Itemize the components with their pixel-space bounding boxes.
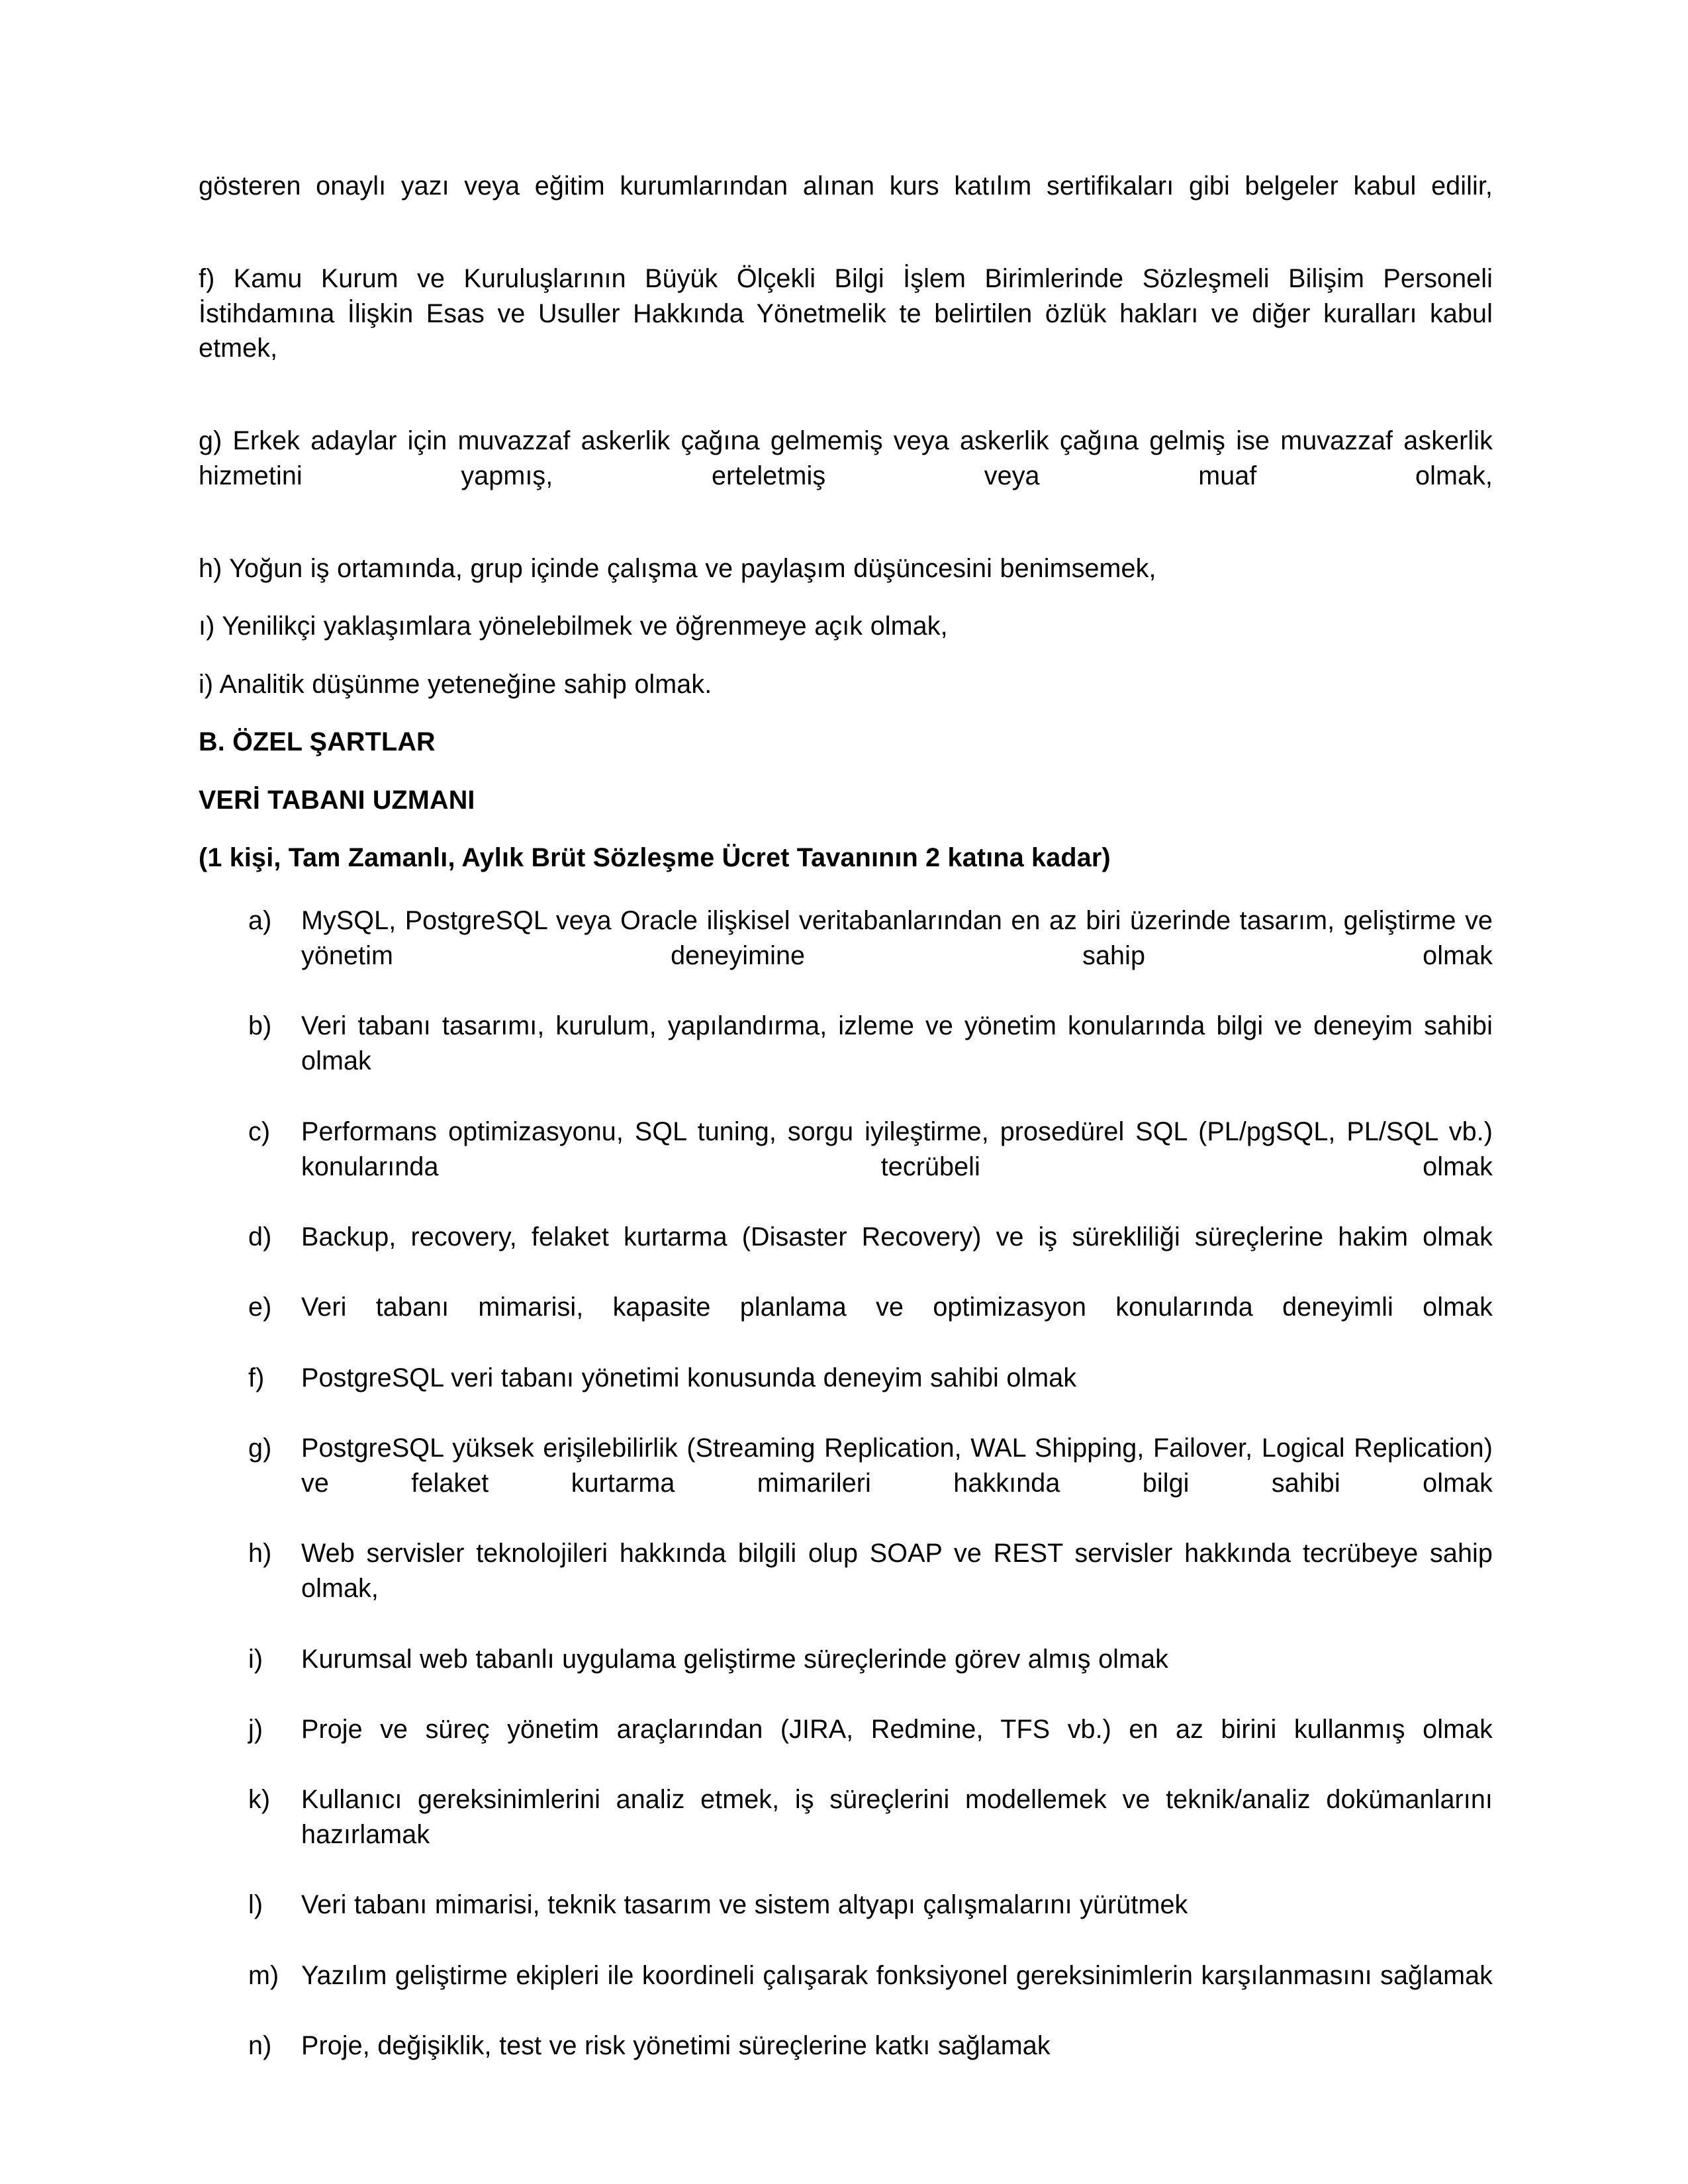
position-subtitle: (1 kişi, Tam Zamanlı, Aylık Brüt Sözleşme Ücret Tavanının 2 katına kadar)	[199, 843, 1111, 873]
list-item	[199, 1290, 1493, 1360]
paragraph-item-i-dotless: ı) Yenilikçi yaklaşımlara yönelebilmek ve öğrenmeye açık olmak,	[199, 612, 948, 641]
list-item	[199, 1361, 1493, 1431]
list-item	[199, 1712, 1493, 1782]
list-item	[199, 1536, 1493, 1641]
list-item-text: Veri tabanı tasarımı, kurulum, yapılandırma, izleme ve yönetim konularında bilgi ve deneyim sahibi olmak	[301, 1011, 1493, 1076]
list-item	[199, 1009, 1493, 1114]
list-item-marker: m)	[248, 1960, 279, 1990]
paragraph-item-h: h) Yoğun iş ortamında, grup içinde çalışma ve paylaşım düşüncesini benimsemek,	[199, 553, 1156, 583]
list-item-text: MySQL, PostgreSQL veya Oracle ilişkisel veritabanlarından en az biri üzerinde tasarım, geliştirme ve yönetim deneyimine sahip olmak	[301, 905, 1493, 971]
list-item-marker: b)	[248, 1011, 272, 1041]
list-item-text: PostgreSQL yüksek erişilebilirlik (Streaming Replication, WAL Shipping, Failover, Logical Replication) ve felaket kurtarma mimarileri hakkında bilgi sahibi olmak	[301, 1433, 1493, 1498]
list-item	[199, 1115, 1493, 1220]
paragraph-item-g: g) Erkek adaylar için muvazzaf askerlik çağına gelmemiş veya askerlik çağına gelmiş ise muvazzaf askerlik hizmetini yapmış, erteletmiş veya muaf olmak,	[199, 426, 1493, 490]
list-item-marker: i)	[248, 1644, 263, 1674]
list-item-text: Veri tabanı mimarisi, kapasite planlama ve optimizasyon konularında deneyimli olmak	[301, 1293, 1493, 1322]
section-heading-ozel-sartlar: B. ÖZEL ŞARTLAR	[199, 727, 436, 757]
list-item-text: Yazılım geliştirme ekipleri ile koordineli çalışarak fonksiyonel gereksinimlerin karşılanmasını sağlamak	[301, 1960, 1493, 1990]
list-item-marker: h)	[248, 1539, 272, 1569]
list-item	[199, 1220, 1493, 1290]
list-item-text: Web servisler teknolojileri hakkında bilgili olup SOAP ve REST servisler hakkında tecrübeye sahip olmak,	[301, 1539, 1493, 1604]
list-item	[199, 1431, 1493, 1536]
position-title: VERİ TABANI UZMANI	[199, 785, 475, 815]
list-item-text: Performans optimizasyonu, SQL tuning, sorgu iyileştirme, prosedürel SQL (PL/pgSQL, PL/SQL vb.) konularında tecrübeli olmak	[301, 1116, 1493, 1181]
list-item-marker: l)	[248, 1890, 263, 1920]
list-item-text: Proje, değişiklik, test ve risk yönetimi süreçlerine katkı sağlamak	[301, 2030, 1051, 2060]
list-item	[199, 1888, 1493, 1958]
list-item-marker: c)	[248, 1116, 271, 1146]
paragraph-continued: gösteren onaylı yazı veya eğitim kurumlarından alınan kurs katılım sertifikaları gibi belgeler kabul edilir,	[199, 171, 1493, 201]
document-body	[199, 169, 1493, 2099]
list-item-marker: k)	[248, 1785, 271, 1815]
list-item	[199, 1642, 1493, 1712]
list-item-text: PostgreSQL veri tabanı yönetimi konusunda deneyim sahibi olmak	[301, 1363, 1077, 1392]
requirements-list	[199, 903, 1493, 2099]
paragraph-item-i-dotted: i) Analitik düşünme yeteneğine sahip olmak.	[199, 669, 712, 699]
list-item-marker: f)	[248, 1363, 265, 1392]
list-item	[199, 903, 1493, 1009]
list-item-text: Backup, recovery, felaket kurtarma (Disaster Recovery) ve iş sürekliliği süreçlerine hakim olmak	[301, 1222, 1493, 1252]
list-item-marker: a)	[248, 905, 272, 935]
list-item-text: Kullanıcı gereksinimlerini analiz etmek, iş süreçlerini modellemek ve teknik/analiz dokümanlarını hazırlamak	[301, 1785, 1493, 1850]
list-item	[199, 2028, 1493, 2099]
paragraph-item-f: f) Kamu Kurum ve Kuruluşlarının Büyük Ölçekli Bilgi İşlem Birimlerinde Sözleşmeli Bilişim Personeli İstihdamına İlişkin Esas ve Usuller Hakkında Yönetmelik te belirtilen özlük hakları ve diğer kuralları kabul etmek,	[199, 264, 1493, 363]
list-item-text: Kurumsal web tabanlı uygulama geliştirme süreçlerinde görev almış olmak	[301, 1644, 1168, 1674]
list-item	[199, 1782, 1493, 1888]
list-item-marker: e)	[248, 1293, 272, 1322]
list-item-marker: n)	[248, 2030, 272, 2060]
list-item-marker: g)	[248, 1433, 272, 1463]
list-item-text: Veri tabanı mimarisi, teknik tasarım ve sistem altyapı çalışmalarını yürütmek	[301, 1890, 1188, 1920]
list-item	[199, 1958, 1493, 2028]
list-item-text: Proje ve süreç yönetim araçlarından (JIRA, Redmine, TFS vb.) en az birini kullanmış olmak	[301, 1714, 1493, 1744]
list-item-marker: d)	[248, 1222, 272, 1252]
list-item-marker: j)	[248, 1714, 263, 1744]
